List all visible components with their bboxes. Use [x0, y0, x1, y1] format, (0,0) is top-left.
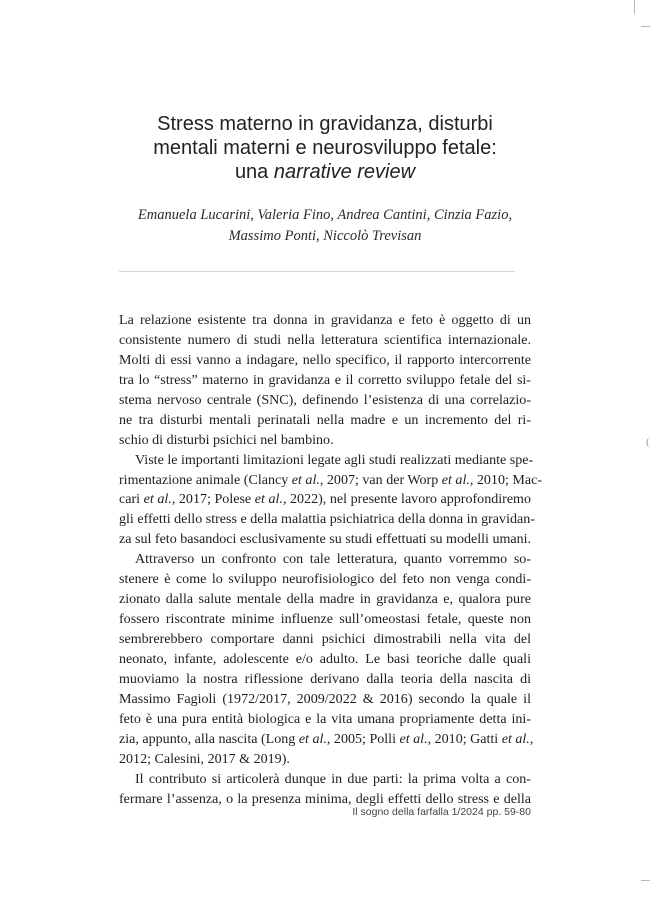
crop-mark-top-right [634, 0, 635, 14]
body-line: stema nervoso centrale (SNC), definendo l’esistenza di una correlazio- [119, 391, 531, 408]
body-line: tra lo “stress” materno in gravidanza e il corretto sviluppo fetale del si- [119, 371, 531, 388]
title-divider [119, 271, 515, 272]
title-line-3-prefix: una [234, 161, 274, 183]
crop-mark-right-top [641, 26, 650, 27]
title-line-3-italic: narrative review [273, 161, 416, 183]
body-line: consistente numero di studi nella letteratura scientifica internazionale. [119, 331, 531, 348]
body-line: Viste le importanti limitazioni legate agli studi realizzati mediante spe- [135, 451, 534, 468]
body-line: Massimo Fagioli (1972/2017, 2009/2022 & 2016) secondo la quale il [119, 690, 531, 707]
body-line: 2012; Calesini, 2017 & 2019). [119, 750, 290, 767]
body-line: zia, appunto, alla nascita (Long et al., 2005; Polli et al., 2010; Gatti et al., [119, 730, 534, 747]
body-line: fermare l’assenza, o la presenza minima, degli effetti dello stress e della [119, 790, 531, 807]
body-line: fossero riscontrate minime influenze sull’omeostasi fetale, queste non [119, 611, 531, 628]
body-line: zionato dalla salute mentale della madre in gravidanza e, qualora pure [119, 591, 531, 608]
margin-mark: ( [646, 436, 650, 448]
body-line: muoviamo la nostra riflessione derivano dalla teoria della nascita di [119, 670, 531, 687]
title-line-2: mentali materni e neurosviluppo fetale: [153, 137, 497, 159]
body-line: Molti di essi vanno a indagare, nello specifico, il rapporto intercorrente [119, 351, 531, 368]
body-line: rimentazione animale (Clancy et al., 2007; van der Worp et al., 2010; Mac- [119, 471, 543, 488]
body-line: stenere è come lo sviluppo neurofisiologico del feto non venga condi- [119, 571, 531, 588]
body-line: feto è una pura entità biologica e la vita umana propriamente detta ini- [119, 710, 531, 727]
title-line-3 [60, 160, 590, 184]
body-line: Attraverso un confronto con tale letteratura, quanto vorremmo so- [135, 551, 531, 568]
body-line: za sul feto basandoci esclusivamente su studi effettuati su modelli umani. [119, 531, 532, 548]
page-footer: Il sogno della farfalla 1/2024 pp. 59-80 [352, 806, 531, 818]
body-line: Il contributo si articolerà dunque in due parti: la prima volta a con- [135, 770, 531, 787]
paper-title [60, 112, 590, 184]
body-line: schio di disturbi psichici nel bambino. [119, 431, 334, 448]
author-list [60, 205, 590, 247]
body-line: gli effetti dello stress e della malattia psichiatrica della donna in gravidan- [119, 511, 535, 528]
body-line: ne tra disturbi mentali perinatali nella madre e un incremento del ri- [119, 411, 531, 428]
authors-line-2: Massimo Ponti, Niccolò Trevisan [228, 228, 422, 244]
title-line-1: Stress materno in gravidanza, disturbi [157, 113, 493, 135]
body-line: cari et al., 2017; Polese et al., 2022), nel presente lavoro approfondiremo [119, 491, 532, 508]
crop-mark-right-bottom [641, 880, 650, 881]
body-line: sembrerebbero comportare danni psichici dimostrabili nella vita del [119, 631, 531, 647]
abstract-body [119, 311, 543, 809]
body-line: neonato, infante, adolescente e/o adulto. Le basi teoriche dalle quali [119, 650, 531, 667]
authors-line-1: Emanuela Lucarini, Valeria Fino, Andrea Cantini, Cinzia Fazio, [137, 207, 513, 223]
body-line: La relazione esistente tra donna in gravidanza e feto è oggetto di un [119, 312, 531, 328]
